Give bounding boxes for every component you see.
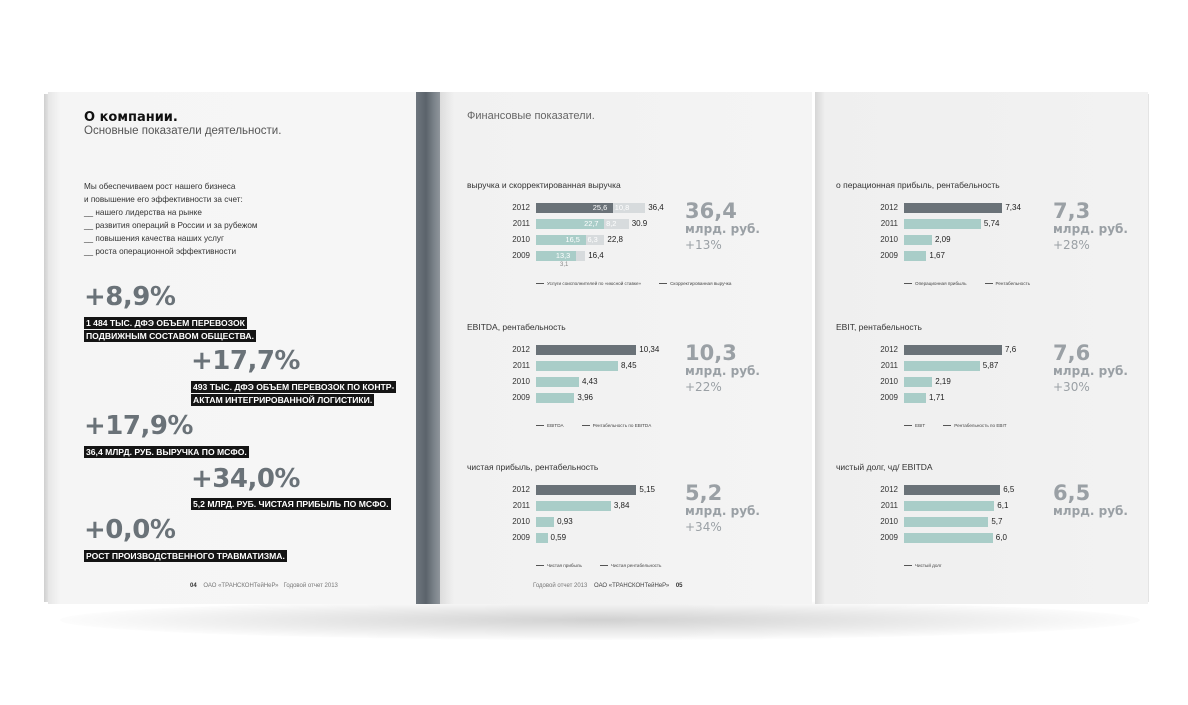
bar-segment <box>576 251 585 261</box>
intro-line: __ роста операционной эффективности <box>84 247 237 256</box>
kpi-value: +17,7% <box>191 346 300 376</box>
bar-value: 16,4 <box>588 251 604 260</box>
kpi-caption <box>84 550 287 563</box>
legend-swatch <box>536 283 544 284</box>
bar <box>536 361 618 371</box>
kpi-caption <box>191 498 391 511</box>
page-number: 05 <box>675 583 683 589</box>
intro-text <box>84 180 258 258</box>
legend-item <box>659 281 731 286</box>
left-footer <box>190 583 338 589</box>
bar <box>536 485 636 495</box>
legend-label: Скорректированная выручка <box>670 281 732 286</box>
highlight-value: 36,4 <box>685 199 737 223</box>
highlight-value: 7,6 <box>1053 341 1091 365</box>
bar-value: 4,43 <box>581 377 598 386</box>
bar-value: 5,7 <box>991 517 1003 526</box>
bar-inner-label: 10,8 <box>614 203 630 212</box>
legend-label: Рентабельность по EBITDA <box>592 423 652 428</box>
bar-inner-label: 22,7 <box>584 219 599 228</box>
legend-swatch <box>536 565 544 566</box>
company-name: ОАО «ТРАНСКОНТейНеР» <box>203 583 279 589</box>
legend-swatch <box>659 283 667 284</box>
legend-label: Услуги соисполнителей по «июсной ставке» <box>547 281 642 286</box>
highlight-change: +34% <box>685 520 722 534</box>
bar-inner-label: 25,6 <box>592 203 608 212</box>
highlight-unit: млрд. руб. <box>685 364 760 378</box>
kpi-caption-line: 36,4 МЛРД. РУБ. ВЫРУЧКА ПО МСФО. <box>86 447 247 457</box>
report-name: Годовой отчет 2013 <box>533 583 588 589</box>
year-label: 2011 <box>512 219 530 228</box>
bar-value: 36,4 <box>648 203 664 212</box>
chart-legend <box>904 423 1025 428</box>
page-subtitle: Основные показатели деятельности. <box>84 125 282 137</box>
bar-value: 10,34 <box>639 345 660 354</box>
legend-swatch <box>904 565 912 566</box>
bar <box>904 377 932 387</box>
legend-swatch <box>536 425 544 426</box>
year-label: 2009 <box>512 393 530 402</box>
kpi-caption <box>84 446 249 459</box>
legend-label: Рентабельность по EBIT <box>954 423 1007 428</box>
highlight-change: +22% <box>685 380 722 394</box>
bar <box>904 517 988 527</box>
kpi-caption-line: 1 484 ТЫС. ДФЭ ОБЪЕМ ПЕРЕВОЗОК <box>86 318 245 328</box>
highlight-unit: млрд. руб. <box>1053 364 1128 378</box>
book-gutter <box>416 92 440 604</box>
intro-line: __ нашего лидерства на рынке <box>84 208 202 217</box>
legend-label: Чистая рентабельность <box>610 563 662 568</box>
year-label: 2009 <box>880 393 898 402</box>
year-label: 2012 <box>512 345 530 354</box>
chart-highlight <box>1053 482 1128 518</box>
year-label: 2012 <box>512 485 530 494</box>
legend-item <box>985 281 1031 286</box>
page-number: 04 <box>190 583 197 589</box>
kpi-value: +34,0% <box>191 464 300 494</box>
kpi-caption-line: 493 ТЫС. ДФЭ ОБЪЕМ ПЕРЕВОЗОК ПО КОНТР- <box>193 382 395 392</box>
year-label: 2010 <box>880 517 898 526</box>
highlight-change: +13% <box>685 238 722 252</box>
highlight-change: +30% <box>1053 380 1090 394</box>
bar-value: 7,34 <box>1005 203 1021 212</box>
year-label: 2010 <box>880 377 898 386</box>
year-label: 2010 <box>880 235 898 244</box>
year-label: 2011 <box>512 361 530 370</box>
legend-swatch <box>600 565 608 566</box>
legend-swatch <box>582 425 590 426</box>
chart-highlight <box>685 342 760 396</box>
chart-legend <box>536 563 679 568</box>
kpi-value: +0,0% <box>84 515 176 545</box>
legend-item <box>536 563 582 568</box>
bar-inner-label: 6,3 <box>587 235 598 244</box>
intro-line: Мы обеспечиваем рост нашего бизнеса <box>84 182 236 191</box>
year-label: 2010 <box>512 377 530 386</box>
bar <box>536 345 636 355</box>
bar <box>904 235 932 245</box>
legend-label: EBITDA <box>547 423 564 428</box>
legend-label: Рентабельность <box>995 281 1031 286</box>
section-title: Финансовые показатели. <box>467 110 595 122</box>
year-label: 2010 <box>512 235 530 244</box>
chart-highlight <box>1053 342 1128 396</box>
intro-line: __ развития операций в России и за рубежом <box>84 221 258 230</box>
highlight-value: 6,5 <box>1053 481 1091 505</box>
page-title: О компании. <box>84 110 178 125</box>
bar-value: 2,09 <box>935 235 951 244</box>
bar <box>904 361 980 371</box>
legend-swatch <box>943 425 951 426</box>
bar <box>904 393 926 403</box>
bar-value: 1,67 <box>929 251 945 260</box>
chart-legend <box>904 281 1048 286</box>
highlight-unit: млрд. руб. <box>1053 222 1128 236</box>
bar <box>904 485 1000 495</box>
bar-value: 6,1 <box>997 501 1009 510</box>
bar <box>536 393 574 403</box>
chart-highlight <box>685 200 760 254</box>
bar <box>536 377 579 387</box>
intro-line: __ повышения качества наших услуг <box>84 234 224 243</box>
bar-value: 8,45 <box>620 361 637 370</box>
chart-title: чистая прибыль, рентабельность <box>467 462 599 472</box>
legend-swatch <box>904 283 912 284</box>
year-label: 2012 <box>512 203 530 212</box>
legend-label: Операционная прибыль <box>915 281 967 286</box>
chart-highlight <box>1053 200 1128 254</box>
year-label: 2009 <box>512 251 530 260</box>
bar <box>904 219 981 229</box>
bar <box>904 345 1002 355</box>
bar <box>536 517 554 527</box>
bar-value: 5,74 <box>983 219 1000 228</box>
intro-line: и повышение его эффективности за счет: <box>84 195 243 204</box>
kpi-caption-line: АКТАМ ИНТЕГРИРОВАННОЙ ЛОГИСТИКИ. <box>193 395 373 405</box>
chart-highlight <box>685 482 760 536</box>
bar-value: 5,15 <box>639 485 655 494</box>
legend-item <box>536 281 641 286</box>
year-label: 2009 <box>880 251 898 260</box>
year-label: 2011 <box>880 219 898 228</box>
bar-inner-label: 16,5 <box>565 235 580 244</box>
highlight-change: +28% <box>1053 238 1090 252</box>
chart-title: EBITDA, рентабельность <box>467 322 566 332</box>
bar-note: 3,1 <box>560 262 569 268</box>
legend-swatch <box>985 283 993 284</box>
chart-legend <box>536 281 749 286</box>
highlight-value: 10,3 <box>685 341 737 365</box>
highlight-unit: млрд. руб. <box>1053 504 1128 518</box>
bar-value: 3,84 <box>613 501 630 510</box>
book-shadow <box>60 600 1140 640</box>
bar <box>904 251 926 261</box>
bar <box>536 533 548 543</box>
bar <box>904 203 1002 213</box>
year-label: 2010 <box>512 517 530 526</box>
legend-label: Чистая прибыль <box>547 563 582 568</box>
highlight-value: 5,2 <box>685 481 723 505</box>
bar-inner-label: 8,2 <box>606 219 617 228</box>
legend-item <box>904 423 925 428</box>
bar-value: 2,19 <box>935 377 951 386</box>
bar <box>904 501 994 511</box>
chart-legend <box>904 563 960 568</box>
chart-title: о перационная прибыль, рентабельность <box>836 180 1000 190</box>
year-label: 2012 <box>880 485 898 494</box>
legend-item <box>600 563 662 568</box>
kpi-caption-line: РОСТ ПРОИЗВОДСТВЕННОГО ТРАВМАТИЗМА. <box>86 551 285 561</box>
legend-item <box>536 423 564 428</box>
highlight-unit: млрд. руб. <box>685 504 760 518</box>
chart-legend <box>536 423 669 428</box>
chart-title: выручка и скорректированная выручка <box>467 180 621 190</box>
bar-value: 6,0 <box>995 533 1007 542</box>
report-name: Годовой отчет 2013 <box>283 583 338 589</box>
year-label: 2011 <box>880 501 898 510</box>
legend-item <box>943 423 1006 428</box>
bar-value: 0,59 <box>550 533 567 542</box>
chart-title: чистый долг, чд/ EBITDA <box>836 462 933 472</box>
bar-value: 6,5 <box>1003 485 1015 494</box>
bar-value: 7,6 <box>1005 345 1017 354</box>
kpi-value: +8,9% <box>84 282 176 312</box>
year-label: 2011 <box>512 501 530 510</box>
highlight-unit: млрд. руб. <box>685 222 760 236</box>
kpi-caption <box>191 381 396 407</box>
bar-value: 5,87 <box>982 361 999 370</box>
bar-value: 22,8 <box>607 235 623 244</box>
highlight-value: 7,3 <box>1053 199 1091 223</box>
middle-footer <box>533 583 683 589</box>
year-label: 2009 <box>512 533 530 542</box>
legend-label: EBIT <box>915 423 926 428</box>
legend-item <box>904 281 967 286</box>
legend-swatch <box>904 425 912 426</box>
chart-title: EBIT, рентабельность <box>836 322 922 332</box>
bar-inner-label: 13,3 <box>555 251 571 260</box>
bar-value: 30.9 <box>631 219 648 228</box>
bar <box>536 501 611 511</box>
company-name: ОАО «ТРАНСКОНТейНеР» <box>594 583 670 589</box>
bar-value: 0,93 <box>557 517 573 526</box>
kpi-caption <box>84 317 256 343</box>
legend-item <box>904 563 942 568</box>
kpi-caption-line: ПОДВИЖНЫМ СОСТАВОМ ОБЩЕСТВА. <box>86 331 254 341</box>
bar-value: 1,71 <box>929 393 945 402</box>
legend-item <box>582 423 652 428</box>
bar <box>904 533 993 543</box>
legend-label: Чистый долг <box>915 563 942 568</box>
year-label: 2012 <box>880 203 898 212</box>
year-label: 2012 <box>880 345 898 354</box>
year-label: 2011 <box>880 361 898 370</box>
bar-value: 3,96 <box>577 393 593 402</box>
kpi-caption-line: 5,2 МЛРД. РУБ. ЧИСТАЯ ПРИБЫЛЬ ПО МСФО. <box>193 499 389 509</box>
year-label: 2009 <box>880 533 898 542</box>
kpi-value: +17,9% <box>84 411 193 441</box>
